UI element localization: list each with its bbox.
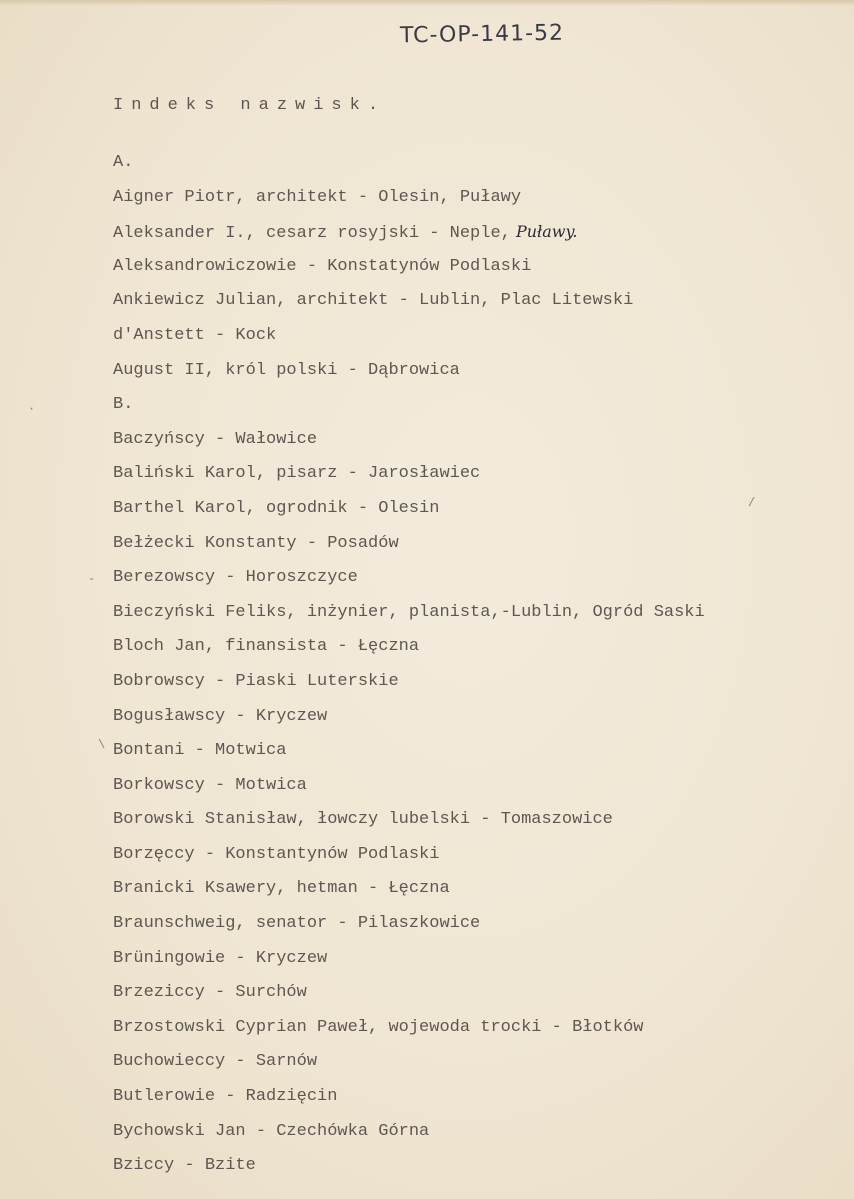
index-entry-text: Braunschweig, senator - Pilaszkowice [113,914,481,934]
index-entry [113,319,833,354]
paper-speck: - [88,572,96,586]
index-entry [113,734,833,769]
index-entry-text: Baczyńscy - Wałowice [113,429,318,449]
index-entry [113,561,833,596]
index-entry [113,630,833,665]
index-entry [113,1045,833,1080]
page-title: Indeks nazwisk. [113,96,387,115]
page-edge-shadow [0,0,854,6]
index-entry-text: Berezowscy - Horoszczyce [113,568,358,588]
index-entry-text: Buchowieccy - Sarnów [113,1052,318,1072]
index-entry-text: Bobrowscy - Piaski Luterskie [113,671,399,691]
paper-speck: / [748,496,756,510]
index-entry [113,907,833,942]
index-entry [113,942,833,977]
index-entry [113,250,833,285]
index-entry-text: Bziccy - Bzite [113,1156,256,1176]
index-entry [113,1011,833,1046]
index-entry-text: Bontani - Motwica [113,741,287,761]
paper-speck: \ [98,738,106,752]
index-entry-text: Barthel Karol, ogrodnik - Olesin [113,498,440,518]
index-entry-text: Branicki Ksawery, hetman - Łęczna [113,879,450,899]
index-entry [113,665,833,700]
index-entry-text: Aleksander I., cesarz rosyjski - Neple, [113,224,511,244]
index-entry-text: Butlerowie - Radzięcin [113,1087,338,1107]
index-entry [113,388,833,423]
index-entry-text: d'Anstett - Kock [113,325,277,345]
index-entry [113,354,833,389]
index-entry-text: Brzeziccy - Surchów [113,983,307,1003]
index-entry-text: Bełżecki Konstanty - Posadów [113,533,399,553]
index-entry [113,181,833,216]
index-entry [113,872,833,907]
index-entry-text: Bieczyński Feliks, inżynier, planista,-Lublin, Ogród Saski [113,602,705,622]
index-entry-text: Ankiewicz Julian, architekt - Lublin, Plac Litewski [113,291,634,311]
index-entry [113,769,833,804]
index-entry [113,146,833,181]
index-entry [113,596,833,631]
index-entry [113,700,833,735]
index-entry [113,838,833,873]
index-entry [113,803,833,838]
index-entry-text: Brüningowie - Kryczew [113,948,328,968]
index-entry-text: Brzostowski Cyprian Paweł, wojewoda trocki - Błotków [113,1017,644,1037]
index-entry [113,527,833,562]
index-entry-text: Bloch Jan, finansista - Łęczna [113,637,420,657]
index-entry-text: Borzęccy - Konstantynów Podlaski [113,844,440,864]
index-entry [113,215,833,250]
index-entry-text: Bogusławscy - Kryczew [113,706,328,726]
index-entry [113,457,833,492]
index-entry-text: August II, król polski - Dąbrowica [113,360,460,380]
index-entry [113,1115,833,1150]
index-entry-text: A. [113,153,134,172]
document-id-handwritten: TC-OP-141-52 [399,20,565,49]
index-entry [113,1080,833,1115]
index-entry-text: Bychowski Jan - Czechówka Górna [113,1121,430,1141]
index-entry-text: Aigner Piotr, architekt - Olesin, Puławy [113,187,522,207]
name-index-list [113,146,833,1184]
index-entry-text: Baliński Karol, pisarz - Jarosławiec [113,464,481,484]
index-entry [113,423,833,458]
index-entry [113,1149,833,1184]
index-entry-text: Borowski Stanisław, łowczy lubelski - Tomaszowice [113,810,613,830]
handwritten-annotation: Puławy. [510,222,578,242]
index-entry-text: Aleksandrowiczowie - Konstatynów Podlaski [113,256,532,276]
paper-speck: · [28,402,36,416]
index-entry-text: B. [113,395,134,415]
index-entry [113,492,833,527]
index-entry [113,976,833,1011]
index-entry [113,284,833,319]
index-entry-text: Borkowscy - Motwica [113,775,307,795]
